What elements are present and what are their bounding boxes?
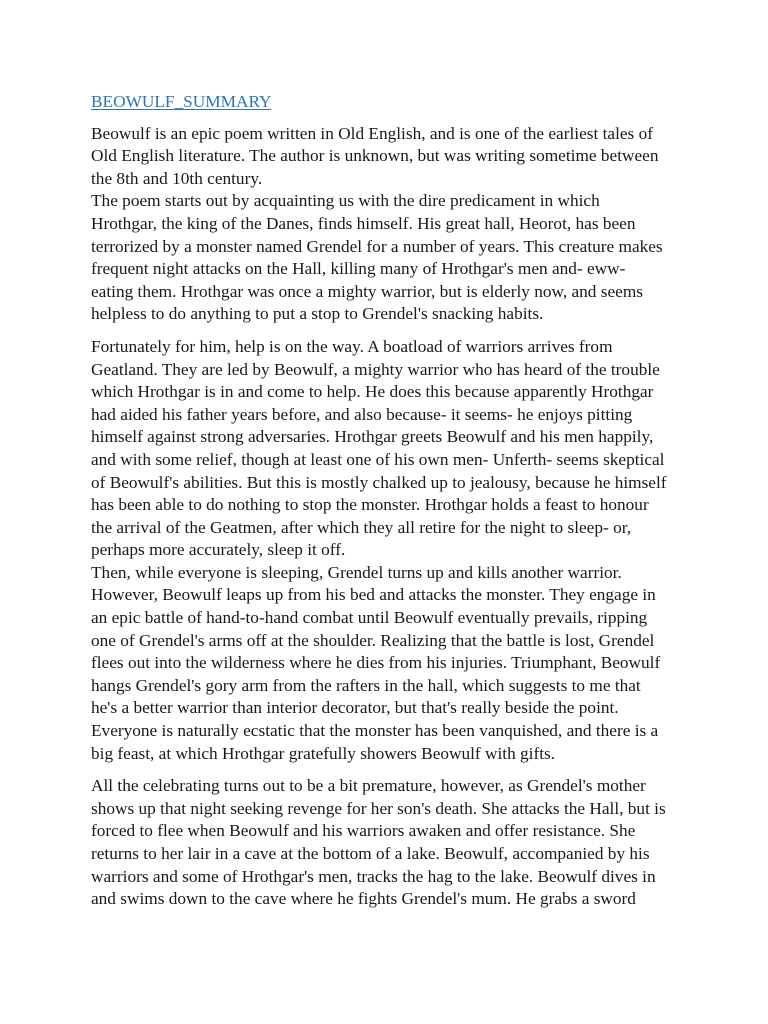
paragraph-predicament: [91, 190, 708, 326]
text-line: which Hrothgar is in and come to help. He does this because apparently Hrothgar: [91, 382, 654, 402]
paragraph-battle: [91, 562, 708, 765]
text-line: the arrival of the Geatmen, after which they all retire for the night to sleep- or,: [91, 517, 632, 537]
text-line: frequent night attacks on the Hall, killing many of Hrothgar's men and- eww-: [91, 259, 626, 279]
text-line: However, Beowulf leaps up from his bed and attacks the monster. They engage in: [91, 585, 656, 605]
text-line: The poem starts out by acquainting us with the dire predicament in which: [91, 191, 600, 211]
text-line: himself against strong adversaries. Hrothgar greets Beowulf and his men happily,: [91, 427, 654, 447]
document-body: [91, 123, 708, 911]
paragraph-arrival: [91, 336, 708, 562]
text-line: big feast, at which Hrothgar gratefully showers Beowulf with gifts.: [91, 743, 556, 763]
text-line: the 8th and 10th century.: [91, 168, 263, 188]
text-line: All the celebrating turns out to be a bit premature, however, as Grendel's mother: [91, 776, 646, 796]
text-line: warriors and some of Hrothgar's men, tracks the hag to the lake. Beowulf dives in: [91, 866, 656, 886]
text-line: helpless to do anything to put a stop to Grendel's snacking habits.: [91, 304, 544, 324]
text-line: Fortunately for him, help is on the way. A boatload of warriors arrives from: [91, 336, 613, 356]
text-line: returns to her lair in a cave at the bottom of a lake. Beowulf, accompanied by his: [91, 844, 650, 863]
text-line: forced to flee when Beowulf and his warriors awaken and offer resistance. She: [91, 821, 636, 841]
text-line: Beowulf is an epic poem written in Old English, and is one of the earliest tales of: [91, 123, 653, 143]
text-line: he's a better warrior than interior decorator, but that's really beside the point.: [91, 698, 619, 718]
text-line: shows up that night seeking revenge for her son's death. She attacks the Hall, but is: [91, 798, 666, 818]
text-line: an epic battle of hand-to-hand combat until Beowulf eventually prevails, ripping: [91, 608, 648, 628]
text-line: eating them. Hrothgar was once a mighty warrior, but is elderly now, and seems: [91, 281, 643, 301]
text-line: and with some relief, though at least one of his own men- Unferth- seems skeptical: [91, 449, 665, 469]
text-line: flees out into the wilderness where he dies from his injuries. Triumphant, Beowulf: [91, 653, 661, 673]
text-line: of Beowulf's abilities. But this is mostly chalked up to jealousy, because he himself: [91, 472, 667, 492]
text-line: perhaps more accurately, sleep it off.: [91, 540, 346, 560]
text-line: Everyone is naturally ecstatic that the monster has been vanquished, and there is a: [91, 721, 659, 741]
document-title[interactable]: BEOWULF_SUMMARY: [91, 92, 272, 111]
text-line: Old English literature. The author is unknown, but was writing sometime between: [91, 146, 659, 166]
text-line: Hrothgar, the king of the Danes, finds himself. His great hall, Heorot, has been: [91, 213, 636, 233]
text-line: had aided his father years before, and also because- it seems- he enjoys pitting: [91, 404, 633, 424]
paragraph-mother: [91, 775, 708, 911]
text-line: and swims down to the cave where he fights Grendel's mum. He grabs a sword: [91, 889, 636, 909]
text-line: hangs Grendel's gory arm from the rafters in the hall, which suggests to me that: [91, 675, 641, 695]
text-line: terrorized by a monster named Grendel for a number of years. This creature makes: [91, 236, 663, 256]
text-line: has been able to do nothing to stop the monster. Hrothgar holds a feast to honour: [91, 495, 649, 515]
paragraph-intro: [91, 123, 708, 191]
text-line: Geatland. They are led by Beowulf, a mighty warrior who has heard of the trouble: [91, 359, 660, 379]
text-line: one of Grendel's arms off at the shoulder. Realizing that the battle is lost, Grendel: [91, 630, 655, 650]
text-line: Then, while everyone is sleeping, Grendel turns up and kills another warrior.: [91, 562, 622, 582]
